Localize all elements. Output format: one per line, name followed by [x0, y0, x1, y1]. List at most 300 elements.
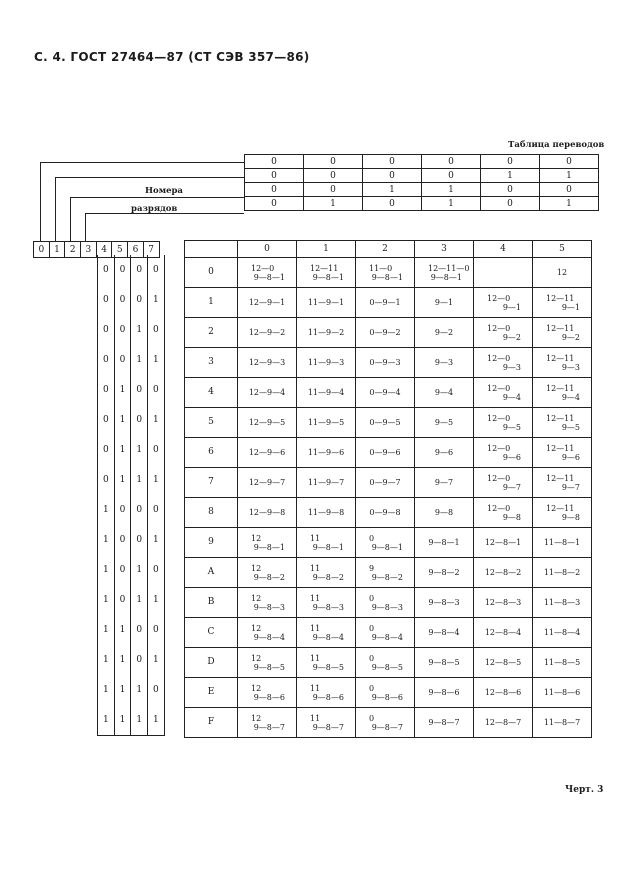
top-bit-cell: 0	[481, 183, 540, 197]
code-line: 9—6	[434, 448, 454, 457]
code-line-1: 9	[369, 563, 375, 573]
code-line-1: 12—0	[487, 353, 511, 363]
code-line-1: 0	[369, 653, 375, 663]
code-line: 9—8—3	[428, 598, 460, 607]
code-line-2: 9—8	[502, 512, 521, 522]
code-cell	[415, 288, 474, 318]
code-cell	[356, 468, 415, 498]
top-bit-cell: 1	[304, 197, 363, 211]
low-bits-row	[98, 585, 165, 615]
table-row	[185, 468, 592, 498]
code-line: 0—9—1	[369, 298, 401, 307]
code-line-2: 9—8—7	[253, 722, 285, 732]
low-bit-cell: 1	[148, 525, 165, 555]
low-bit-cell: 0	[148, 375, 165, 405]
top-bits-row	[245, 169, 599, 183]
code-line-1: 12—11—0	[428, 263, 470, 273]
code-line-2: 9—8—3	[371, 602, 403, 612]
low-bit-cell: 0	[131, 525, 148, 555]
code-line-1: 12—11	[546, 473, 575, 483]
code-line-1: 12—11	[546, 383, 575, 393]
code-line-2: 9—5	[502, 422, 521, 432]
code-cell	[356, 498, 415, 528]
code-line: 9—8—1	[428, 538, 460, 547]
code-line: 12—8—5	[484, 658, 522, 667]
code-cell	[356, 588, 415, 618]
top-bit-cell: 0	[245, 183, 304, 197]
low-bit-cell: 0	[114, 285, 131, 315]
code-line: 11—9—1	[307, 298, 345, 307]
low-bit-cell: 1	[131, 705, 148, 736]
code-line-2: 9—8—5	[312, 662, 344, 672]
top-bits-row	[245, 183, 599, 197]
low-bits-row	[98, 285, 165, 315]
low-bit-cell: 0	[131, 615, 148, 645]
row-header: 8	[185, 498, 238, 528]
top-bit-cell: 0	[363, 169, 422, 183]
code-cell	[474, 408, 533, 438]
code-cell	[297, 408, 356, 438]
connector-line	[40, 162, 244, 163]
low-bit-cell: 0	[114, 255, 131, 285]
top-bit-cell: 0	[422, 155, 481, 169]
code-cell	[533, 468, 592, 498]
code-cell	[238, 438, 297, 468]
table-row	[185, 258, 592, 288]
code-line-2: 9—6	[502, 452, 521, 462]
code-line-1: 11	[310, 593, 321, 603]
code-cell	[238, 318, 297, 348]
low-bit-cell: 1	[114, 465, 131, 495]
low-bit-cell: 0	[114, 345, 131, 375]
top-bit-cell: 0	[245, 169, 304, 183]
code-cell	[474, 498, 533, 528]
code-line: 0—9—5	[369, 418, 401, 427]
code-line: 11—9—6	[307, 448, 345, 457]
column-header: 0	[238, 241, 297, 258]
code-cell	[533, 288, 592, 318]
top-bit-cell: 0	[363, 197, 422, 211]
code-cell	[533, 408, 592, 438]
table-row	[185, 498, 592, 528]
table-row	[185, 288, 592, 318]
top-bit-cell: 1	[422, 183, 481, 197]
code-cell	[533, 348, 592, 378]
low-bit-cell: 1	[148, 405, 165, 435]
code-line-1: 12—11	[310, 263, 339, 273]
code-cell	[474, 588, 533, 618]
table-row	[185, 558, 592, 588]
table-row	[185, 438, 592, 468]
row-header: 1	[185, 288, 238, 318]
code-line-1: 12—11	[546, 413, 575, 423]
low-bit-cell: 1	[148, 465, 165, 495]
code-cell	[415, 408, 474, 438]
code-cell	[356, 258, 415, 288]
code-cell	[533, 678, 592, 708]
code-line-2: 9—8—1	[371, 272, 403, 282]
code-cell	[238, 258, 297, 288]
table-row	[185, 378, 592, 408]
code-line: 11—9—4	[307, 388, 345, 397]
code-cell	[474, 258, 533, 288]
code-line-2: 9—8—1	[430, 272, 462, 282]
code-cell	[356, 288, 415, 318]
low-bit-cell: 0	[131, 405, 148, 435]
code-line-1: 12—0	[487, 473, 511, 483]
low-bit-cell: 0	[98, 465, 115, 495]
code-line-1: 11	[310, 623, 321, 633]
bit-position-cell: 5	[112, 242, 128, 258]
code-line-2: 9—4	[502, 392, 521, 402]
code-line-1: 12	[251, 563, 262, 573]
connector-line	[55, 177, 244, 178]
code-cell	[415, 708, 474, 738]
top-bit-cell: 0	[304, 155, 363, 169]
code-cell	[356, 408, 415, 438]
code-line-2: 9—8—1	[253, 542, 285, 552]
code-line-1: 12	[251, 683, 262, 693]
code-line: 12—9—5	[248, 418, 286, 427]
top-bit-cell: 0	[363, 155, 422, 169]
figure-label: Черт. 3	[565, 785, 604, 795]
code-line-1: 0	[369, 533, 375, 543]
row-header: B	[185, 588, 238, 618]
low-bit-cell: 1	[131, 435, 148, 465]
low-bit-cell: 0	[98, 285, 115, 315]
code-cell	[415, 498, 474, 528]
code-cell	[297, 468, 356, 498]
code-cell	[533, 618, 592, 648]
code-line-2: 9—3	[561, 362, 580, 372]
row-header: 7	[185, 468, 238, 498]
code-cell	[297, 618, 356, 648]
code-cell	[356, 438, 415, 468]
code-line: 9—1	[434, 298, 454, 307]
bit-position-cell: 1	[49, 242, 65, 258]
code-cell	[297, 648, 356, 678]
low-bit-cell: 0	[114, 525, 131, 555]
table-row	[185, 528, 592, 558]
low-bit-cell: 0	[98, 315, 115, 345]
top-bits-table	[244, 154, 599, 211]
code-line: 12—8—4	[484, 628, 522, 637]
top-bit-cell: 0	[481, 155, 540, 169]
code-line: 11—8—7	[543, 718, 581, 727]
low-bits-row	[98, 405, 165, 435]
code-line-2: 9—8—1	[371, 542, 403, 552]
code-line: 9—8—2	[428, 568, 460, 577]
page-header: С. 4. ГОСТ 27464—87 (СТ СЭВ 357—86)	[34, 50, 310, 64]
code-line: 9—3	[434, 358, 454, 367]
code-cell	[238, 468, 297, 498]
code-line: 9—5	[434, 418, 454, 427]
table-row	[185, 708, 592, 738]
low-bit-cell: 1	[98, 495, 115, 525]
code-line-2: 9—8—4	[253, 632, 285, 642]
low-bit-cell: 0	[114, 495, 131, 525]
code-line-2: 9—2	[502, 332, 521, 342]
low-bit-cell: 1	[98, 585, 115, 615]
low-bit-cell: 1	[114, 405, 131, 435]
code-cell	[238, 378, 297, 408]
top-bit-cell: 0	[304, 183, 363, 197]
low-bits-row	[98, 645, 165, 675]
code-line: 12—9—3	[248, 358, 286, 367]
code-cell	[415, 258, 474, 288]
code-cell	[356, 378, 415, 408]
code-line-1: 12	[251, 623, 262, 633]
low-bit-cell: 0	[131, 645, 148, 675]
low-bit-cell: 0	[98, 375, 115, 405]
code-line-2: 9—3	[502, 362, 521, 372]
row-header: 6	[185, 438, 238, 468]
low-bit-cell: 1	[98, 705, 115, 736]
code-line-1: 12—0	[487, 323, 511, 333]
table-row	[185, 408, 592, 438]
code-line-2: 9—8—1	[312, 542, 344, 552]
code-cell	[415, 438, 474, 468]
code-line-2: 9—4	[561, 392, 580, 402]
code-line: 0—9—8	[369, 508, 401, 517]
code-line-2: 9—2	[561, 332, 580, 342]
row-header: A	[185, 558, 238, 588]
low-bits-row	[98, 615, 165, 645]
low-bit-cell: 1	[148, 585, 165, 615]
code-line-2: 9—8—4	[312, 632, 344, 642]
code-line-1: 12	[251, 713, 262, 723]
code-line: 0—9—2	[369, 328, 401, 337]
column-header: 1	[297, 241, 356, 258]
code-line-2: 9—8	[561, 512, 580, 522]
code-line-1: 12—11	[546, 323, 575, 333]
code-line-1: 11	[310, 683, 321, 693]
low-bit-cell: 0	[114, 585, 131, 615]
code-line-2: 9—8—3	[253, 602, 285, 612]
code-line-2: 9—5	[561, 422, 580, 432]
code-line-2: 9—8—3	[312, 602, 344, 612]
code-line: 11—9—8	[307, 508, 345, 517]
low-bit-cell: 0	[131, 375, 148, 405]
connector-line	[70, 197, 244, 198]
code-cell	[238, 648, 297, 678]
code-line: 9—4	[434, 388, 454, 397]
code-cell	[356, 528, 415, 558]
code-cell	[297, 558, 356, 588]
low-bit-cell: 0	[114, 315, 131, 345]
low-bits-row	[98, 495, 165, 525]
code-line: 12—8—2	[484, 568, 522, 577]
code-cell	[297, 708, 356, 738]
code-line-1: 11	[310, 563, 321, 573]
code-line-2: 9—8—1	[312, 272, 344, 282]
low-bits-row	[98, 345, 165, 375]
code-line-2: 9—8—7	[312, 722, 344, 732]
code-cell	[474, 348, 533, 378]
code-cell	[238, 498, 297, 528]
label-digits: разрядов	[131, 204, 178, 214]
low-bit-cell: 1	[98, 615, 115, 645]
row-header: 3	[185, 348, 238, 378]
bit-position-cell: 0	[34, 242, 50, 258]
code-line-1: 11	[310, 653, 321, 663]
code-line: 9—2	[434, 328, 454, 337]
code-cell	[356, 318, 415, 348]
conversion-table	[184, 240, 592, 738]
row-header: 9	[185, 528, 238, 558]
code-cell	[474, 528, 533, 558]
top-bit-cell: 1	[540, 197, 599, 211]
code-line: 9—7	[434, 478, 454, 487]
low-bit-cell: 0	[148, 495, 165, 525]
low-bit-cell: 1	[114, 675, 131, 705]
connector-line	[85, 213, 86, 242]
table-row	[185, 648, 592, 678]
code-cell	[415, 618, 474, 648]
code-cell	[297, 258, 356, 288]
table-title: Таблица переводов	[508, 140, 605, 150]
code-cell	[297, 588, 356, 618]
code-line-1: 11	[310, 533, 321, 543]
code-cell	[356, 708, 415, 738]
low-bit-cell: 1	[98, 555, 115, 585]
table-row	[185, 678, 592, 708]
code-line-2: 9—8—5	[253, 662, 285, 672]
low-bits-row	[98, 255, 165, 285]
code-line-1: 11	[310, 713, 321, 723]
code-cell	[297, 498, 356, 528]
low-bits-row	[98, 315, 165, 345]
code-cell	[474, 678, 533, 708]
corner-cell	[185, 241, 238, 258]
code-cell	[356, 618, 415, 648]
top-bits-row	[245, 197, 599, 211]
code-line-1: 12	[251, 533, 262, 543]
low-bit-cell: 1	[131, 465, 148, 495]
code-line-1: 12—0	[487, 503, 511, 513]
code-line: 9—8—7	[428, 718, 460, 727]
code-line-1: 12—11	[546, 443, 575, 453]
code-cell	[415, 648, 474, 678]
code-cell	[474, 378, 533, 408]
code-cell	[238, 618, 297, 648]
top-bit-cell: 0	[245, 197, 304, 211]
code-line-1: 12—0	[487, 443, 511, 453]
low-bit-cell: 1	[131, 585, 148, 615]
top-bit-cell: 0	[422, 169, 481, 183]
low-bit-cell: 1	[98, 525, 115, 555]
code-cell	[415, 348, 474, 378]
code-cell	[415, 318, 474, 348]
code-cell	[415, 528, 474, 558]
low-bit-cell: 1	[98, 645, 115, 675]
table-row	[185, 618, 592, 648]
code-line: 12—9—2	[248, 328, 286, 337]
code-cell	[533, 498, 592, 528]
code-cell	[533, 558, 592, 588]
connector-line	[70, 197, 71, 242]
low-bit-cell: 1	[114, 705, 131, 736]
code-line-2: 9—1	[561, 302, 580, 312]
code-cell	[474, 558, 533, 588]
low-bit-cell: 1	[114, 435, 131, 465]
code-line: 9—8—4	[428, 628, 460, 637]
top-bit-cell: 0	[245, 155, 304, 169]
code-line: 9—8	[434, 508, 454, 517]
code-line: 11—8—3	[543, 598, 581, 607]
low-bit-cell: 1	[148, 705, 165, 736]
code-line-1: 12—0	[487, 413, 511, 423]
low-bit-cell: 1	[131, 555, 148, 585]
low-bits-row	[98, 525, 165, 555]
code-line-1: 12—0	[251, 263, 275, 273]
code-cell	[533, 708, 592, 738]
code-cell	[415, 468, 474, 498]
code-line-2: 9—6	[561, 452, 580, 462]
code-cell	[533, 588, 592, 618]
code-line: 12—9—4	[248, 388, 286, 397]
code-cell	[238, 678, 297, 708]
column-header: 5	[533, 241, 592, 258]
code-cell	[238, 348, 297, 378]
bit-position-cell: 6	[128, 242, 144, 258]
code-line-2: 9—8—2	[371, 572, 403, 582]
low-bit-cell: 0	[148, 675, 165, 705]
table-row	[185, 348, 592, 378]
connector-line	[55, 177, 56, 242]
code-line: 9—8—5	[428, 658, 460, 667]
table-row	[185, 318, 592, 348]
row-header: D	[185, 648, 238, 678]
code-line-1: 0	[369, 713, 375, 723]
code-line: 12—8—7	[484, 718, 522, 727]
code-cell	[415, 378, 474, 408]
low-bit-cell: 0	[131, 255, 148, 285]
bit-position-cell: 4	[96, 242, 112, 258]
table-row	[185, 588, 592, 618]
code-line: 12—9—7	[248, 478, 286, 487]
low-bit-cell: 1	[114, 645, 131, 675]
code-cell	[533, 318, 592, 348]
low-bit-cell: 0	[98, 345, 115, 375]
code-cell	[533, 378, 592, 408]
code-line: 12—9—6	[248, 448, 286, 457]
code-line: 12—8—3	[484, 598, 522, 607]
code-cell	[238, 708, 297, 738]
code-cell	[474, 648, 533, 678]
code-cell	[533, 528, 592, 558]
code-line: 0—9—7	[369, 478, 401, 487]
code-line-2: 9—8—4	[371, 632, 403, 642]
code-line-2: 9—8—2	[312, 572, 344, 582]
code-line-1: 0	[369, 623, 375, 633]
code-cell	[474, 468, 533, 498]
code-cell	[297, 438, 356, 468]
low-bit-cell: 1	[148, 645, 165, 675]
low-bits-row	[98, 555, 165, 585]
bit-position-cell: 3	[81, 242, 97, 258]
top-bit-cell: 1	[422, 197, 481, 211]
code-cell	[474, 708, 533, 738]
low-bit-cell: 0	[98, 405, 115, 435]
low-bit-cell: 0	[148, 615, 165, 645]
low-bits-row	[98, 705, 165, 736]
top-bit-cell: 1	[363, 183, 422, 197]
code-cell	[474, 438, 533, 468]
row-header: C	[185, 618, 238, 648]
code-cell	[297, 528, 356, 558]
code-line: 0—9—6	[369, 448, 401, 457]
